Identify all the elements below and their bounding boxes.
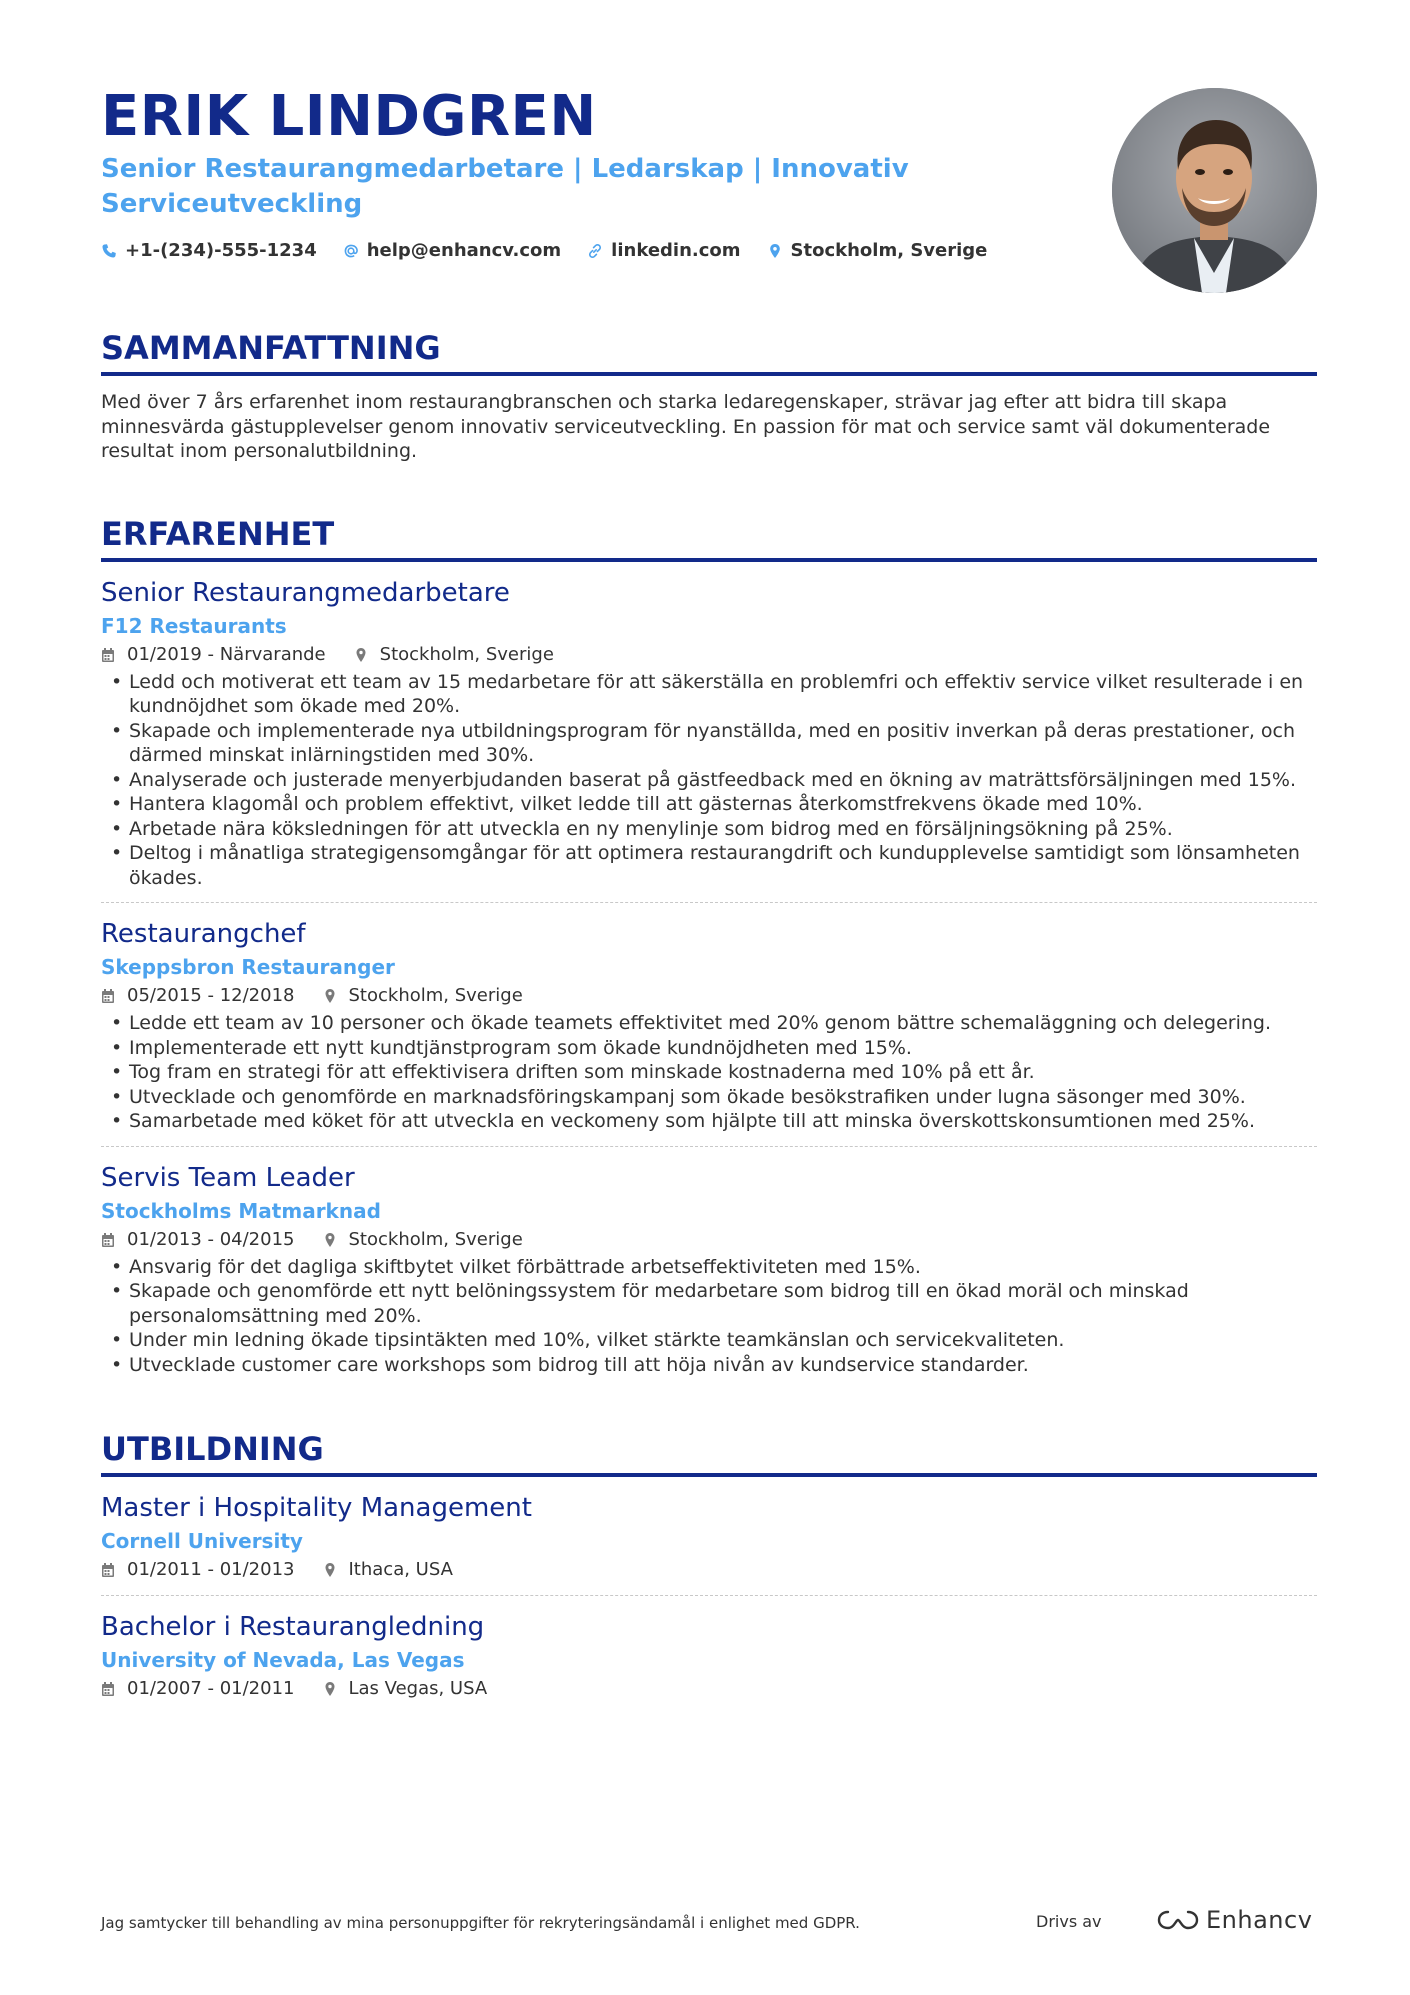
education-heading: UTBILDNING bbox=[101, 1429, 1317, 1477]
contact-bar bbox=[101, 240, 1013, 261]
job-meta bbox=[101, 1227, 1317, 1253]
phone-text: +1-(234)-555-1234 bbox=[125, 240, 317, 261]
education-location bbox=[323, 1557, 453, 1583]
bullet-item: • Utvecklade och genomförde en marknadsföringskampanj som ökade besökstrafiken under lugna säsonger med 30%. bbox=[101, 1085, 1317, 1110]
profile-photo bbox=[1112, 88, 1317, 293]
school-name: University of Nevada, Las Vegas bbox=[101, 1648, 465, 1672]
summary-section bbox=[101, 328, 1317, 464]
contact-email[interactable] bbox=[343, 240, 561, 261]
calendar-icon bbox=[101, 1681, 115, 1697]
job-bullets bbox=[101, 670, 1317, 891]
dates-text: 01/2013 - 04/2015 bbox=[127, 1228, 295, 1250]
company-name: F12 Restaurants bbox=[101, 613, 287, 638]
summary-heading: SAMMANFATTNING bbox=[101, 328, 1317, 376]
location-text: Ithaca, USA bbox=[348, 1559, 453, 1580]
bullet-item: • Skapade och genomförde ett nytt belöningssystem för medarbetare som bidrog till en ökad moräl och minskad personalomsättning med 20%. bbox=[101, 1279, 1317, 1328]
location-pin-icon bbox=[323, 1681, 337, 1697]
link-icon bbox=[587, 243, 603, 259]
location-text: Stockholm, Sverige bbox=[379, 643, 554, 665]
job-location bbox=[323, 983, 523, 1009]
resume-header bbox=[101, 0, 1317, 300]
enhancv-logo[interactable] bbox=[1156, 1906, 1312, 1934]
location-pin-icon bbox=[767, 243, 783, 259]
company-name: Skeppsbron Restauranger bbox=[101, 955, 395, 979]
contact-location bbox=[767, 240, 988, 261]
school-name: Cornell University bbox=[101, 1529, 303, 1553]
job-bullets bbox=[101, 1255, 1317, 1378]
bullet-item: • Ledde ett team av 10 personer och ökade teamets effektivitet med 20% genom bättre schemaläggning och delegering. bbox=[101, 1011, 1317, 1036]
job-meta bbox=[101, 983, 1317, 1009]
job-title: Senior Restaurangmedarbetare bbox=[101, 577, 510, 608]
contact-phone[interactable] bbox=[101, 240, 317, 261]
bullet-item: • Skapade och implementerade nya utbildningsprogram för nyanställda, med en positiv inverkan på deras prestationer, och därmed minskat inlärningstiden med 30%. bbox=[101, 719, 1317, 768]
experience-entry bbox=[101, 1147, 1317, 1390]
phone-icon bbox=[101, 243, 117, 259]
bullet-item: • Arbetade nära köksledningen för att utveckla en ny menylinje som bidrog med en försäljningsökning på 25%. bbox=[101, 817, 1317, 842]
bullet-item: • Deltog i månatliga strategigensomgångar för att optimera restaurangdrift och kundupplevelse samtidigt som lönsamheten ökades. bbox=[101, 841, 1317, 890]
location-text: Stockholm, Sverige bbox=[790, 240, 988, 261]
summary-text: Med över 7 års erfarenhet inom restaurangbranschen och starka ledaregenskaper, strävar jag efter att bidra till skapa minnesvärda gästupplevelser genom innovativ serviceutveckling. En passion för mat och service samt väl dokumenterade resultat inom personalutbildning. bbox=[101, 391, 1271, 462]
experience-entry bbox=[101, 562, 1317, 904]
experience-section bbox=[101, 514, 1317, 1390]
education-meta bbox=[101, 1676, 1317, 1702]
contact-linkedin[interactable] bbox=[587, 240, 740, 261]
job-title: Servis Team Leader bbox=[101, 1162, 355, 1193]
location-pin-icon bbox=[323, 1232, 337, 1248]
candidate-tagline: Senior Restaurangmedarbetare | Ledarskap | Innovativ Serviceutveckling bbox=[101, 154, 909, 219]
calendar-icon bbox=[101, 1562, 115, 1578]
job-location bbox=[323, 1227, 523, 1253]
bullet-item: • Implementerade ett nytt kundtjänstprogram som ökade kundnöjdheten med 15%. bbox=[101, 1036, 1317, 1061]
enhancv-logo-text: Enhancv bbox=[1206, 1906, 1313, 1934]
education-dates bbox=[101, 1557, 295, 1583]
bullet-item: • Samarbetade med köket för att utveckla en veckomeny som hjälpte till att minska överskottskonsumtionen med 25%. bbox=[101, 1109, 1317, 1134]
education-meta bbox=[101, 1557, 1317, 1583]
job-dates bbox=[101, 642, 326, 668]
calendar-icon bbox=[101, 988, 115, 1004]
job-location bbox=[354, 642, 554, 668]
degree-title: Bachelor i Restaurangledning bbox=[101, 1612, 485, 1642]
location-text: Stockholm, Sverige bbox=[348, 985, 523, 1006]
degree-title: Master i Hospitality Management bbox=[101, 1493, 532, 1523]
education-entry bbox=[101, 1477, 1317, 1596]
company-name: Stockholms Matmarknad bbox=[101, 1198, 381, 1223]
job-dates bbox=[101, 983, 295, 1009]
enhancv-logo-icon bbox=[1156, 1908, 1200, 1932]
education-dates bbox=[101, 1676, 295, 1702]
location-pin-icon bbox=[323, 988, 337, 1004]
dates-text: 01/2011 - 01/2013 bbox=[127, 1559, 295, 1580]
location-text: Las Vegas, USA bbox=[348, 1678, 488, 1699]
dates-text: 01/2007 - 01/2011 bbox=[127, 1678, 295, 1699]
linkedin-text: linkedin.com bbox=[611, 240, 741, 261]
bullet-item: • Tog fram en strategi för att effektivisera driften som minskade kostnaderna med 10% på ett år. bbox=[101, 1060, 1317, 1085]
job-bullets bbox=[101, 1011, 1317, 1134]
education-location bbox=[323, 1676, 488, 1702]
location-pin-icon bbox=[354, 647, 368, 663]
education-section bbox=[101, 1429, 1317, 1714]
job-meta bbox=[101, 642, 1317, 668]
powered-by-label: Drivs av bbox=[1036, 1912, 1102, 1931]
resume-page bbox=[101, 0, 1317, 1995]
page-footer bbox=[101, 1906, 1317, 1936]
email-text: help@enhancv.com bbox=[366, 240, 562, 261]
location-pin-icon bbox=[323, 1562, 337, 1578]
candidate-name: ERIK LINDGREN bbox=[101, 84, 597, 149]
bullet-item: • Analyserade och justerade menyerbjudanden baserat på gästfeedback med en ökning av maträttsförsäljningen med 15%. bbox=[101, 768, 1317, 793]
bullet-item: • Under min ledning ökade tipsintäkten med 10%, vilket stärkte teamkänslan och servicekvaliteten. bbox=[101, 1328, 1317, 1353]
job-title: Restaurangchef bbox=[101, 919, 306, 949]
experience-entry bbox=[101, 903, 1317, 1147]
bullet-item: • Utvecklade customer care workshops som bidrog till att höja nivån av kundservice standarder. bbox=[101, 1353, 1317, 1378]
bullet-item: • Ansvarig för det dagliga skiftbytet vilket förbättrade arbetseffektiviteten med 15%. bbox=[101, 1255, 1317, 1280]
gdpr-consent-text: Jag samtycker till behandling av mina personuppgifter för rekryteringsändamål i enlighet med GDPR. bbox=[101, 1914, 860, 1932]
dates-text: 01/2019 - Närvarande bbox=[127, 643, 326, 665]
calendar-icon bbox=[101, 1232, 115, 1248]
calendar-icon bbox=[101, 647, 115, 663]
location-text: Stockholm, Sverige bbox=[348, 1228, 523, 1250]
profile-photo-illustration bbox=[1112, 88, 1317, 293]
experience-heading: ERFARENHET bbox=[101, 514, 1317, 562]
job-dates bbox=[101, 1227, 295, 1253]
dates-text: 05/2015 - 12/2018 bbox=[127, 985, 295, 1006]
bullet-item: • Ledd och motiverat ett team av 15 medarbetare för att säkerställa en problemfri och effektiv service vilket resulterade i en kundnöjdhet som ökade med 20%. bbox=[101, 670, 1317, 719]
education-entry bbox=[101, 1596, 1317, 1714]
at-icon bbox=[343, 243, 359, 259]
bullet-item: • Hantera klagomål och problem effektivt, vilket ledde till att gästernas återkomstfrekvens ökade med 10%. bbox=[101, 792, 1317, 817]
